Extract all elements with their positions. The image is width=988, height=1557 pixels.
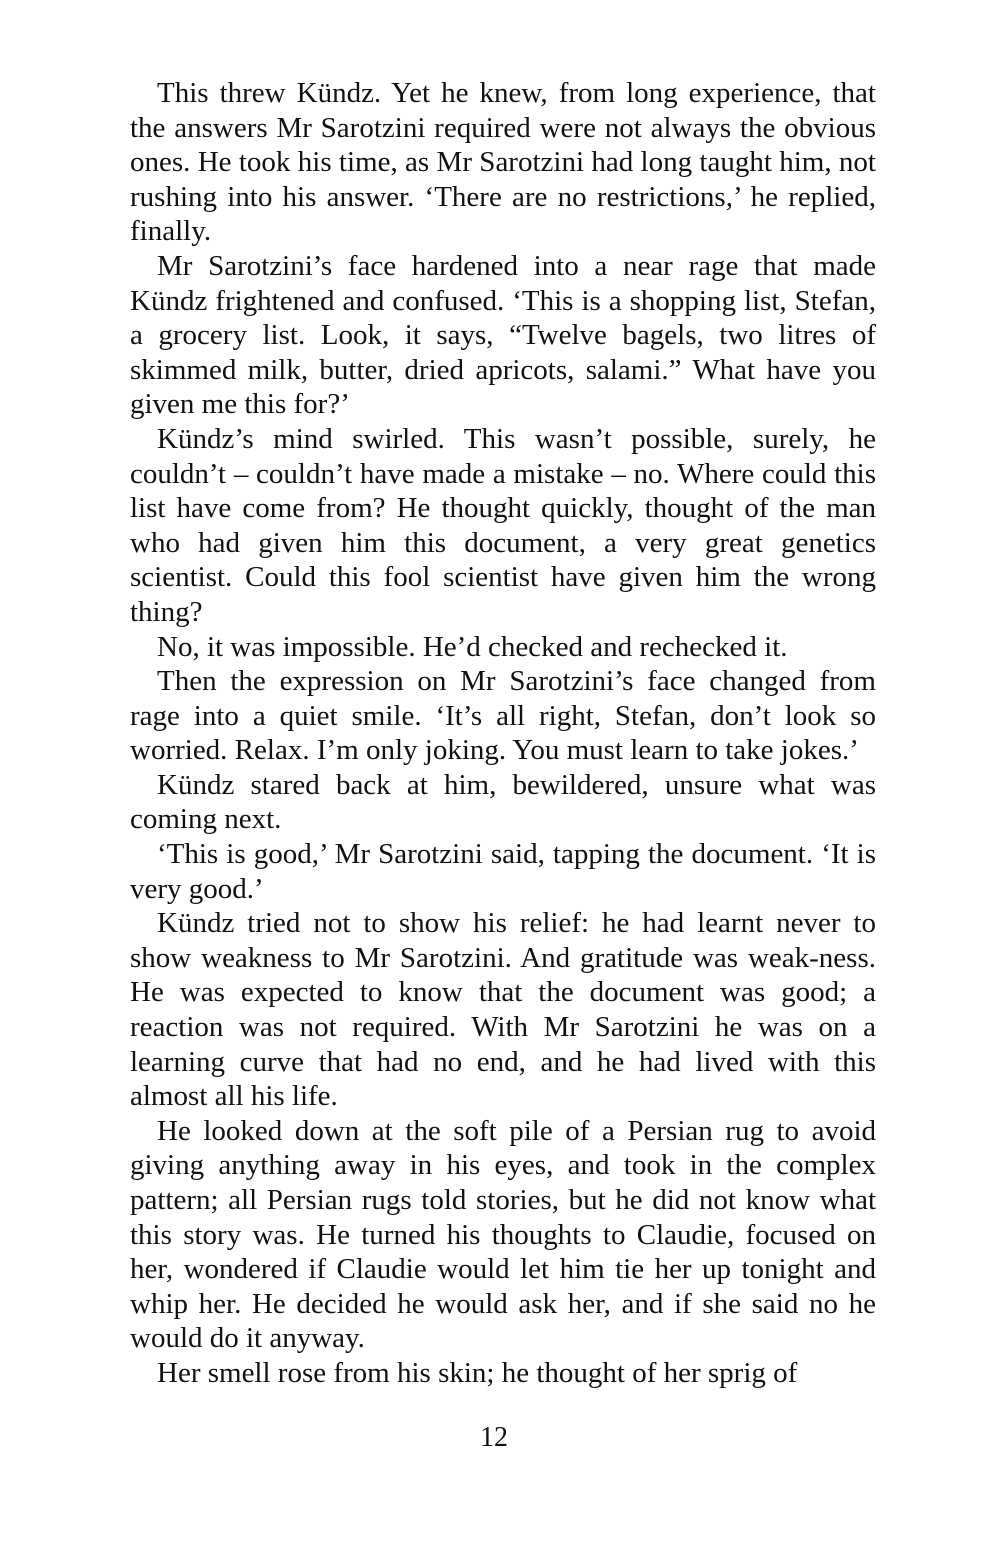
paragraph-3: Kündz’s mind swirled. This wasn’t possible, surely, he couldn’t – couldn’t have made a mistake – no. Where could this list have come from? He thought quickly, thought of the man who had given him this document, a very great genetics scientist. Could this fool scientist have given him the wrong thing? <box>130 422 876 628</box>
paragraph-10: Her smell rose from his skin; he thought of her sprig of <box>157 1356 798 1389</box>
paragraph-9: He looked down at the soft pile of a Persian rug to avoid giving anything away in his eyes, and took in the complex pattern; all Persian rugs told stories, but he did not know what this story was. He turned his thoughts to Claudie, focused on her, wondered if Claudie would let him tie her up tonight and whip her. He decided he would ask her, and if she said no he would do it anyway. <box>130 1114 876 1355</box>
paragraph-7: ‘This is good,’ Mr Sarotzini said, tapping the document. ‘It is very good.’ <box>130 838 876 905</box>
paragraph-6: Kündz stared back at him, bewildered, unsure what was coming next. <box>130 768 876 836</box>
page-number: 12 <box>480 1422 508 1453</box>
paragraph-5: Then the expression on Mr Sarotzini’s face changed from rage into a quiet smile. ‘It’s all right, Stefan, don’t look so worried. Relax. I’m only joking. You must learn to take jokes.’ <box>130 665 876 767</box>
paragraph-4: No, it was impossible. He’d checked and rechecked it. <box>157 630 788 663</box>
paragraph-1: This threw Kündz. Yet he knew, from long experience, that the answers Mr Sarotzini required were not always the obvious ones. He took his time, as Mr Sarotzini had long taught him, not rushing into his answer. ‘There are no restrictions,’ he replied, finally. <box>130 77 876 248</box>
paragraph-2: Mr Sarotzini’s face hardened into a near rage that made Kündz frightened and confused. ‘This is a shopping list, Stefan, a grocery list. Look, it says, “Twelve bagels, two litres of skimmed milk, butter, dried apricots, salami.” What have you given me this for?’ <box>130 249 876 421</box>
paragraph-8: Kündz tried not to show his relief: he had learnt never to show weakness to Mr Sarotzini. And gratitude was weak-ness. He was expected to know that the document was good; a reaction was not required. With Mr Sarotzini he was on a learning curve that had no end, and he had lived with this almost all his life. <box>130 907 876 1113</box>
body-text <box>130 76 876 1391</box>
